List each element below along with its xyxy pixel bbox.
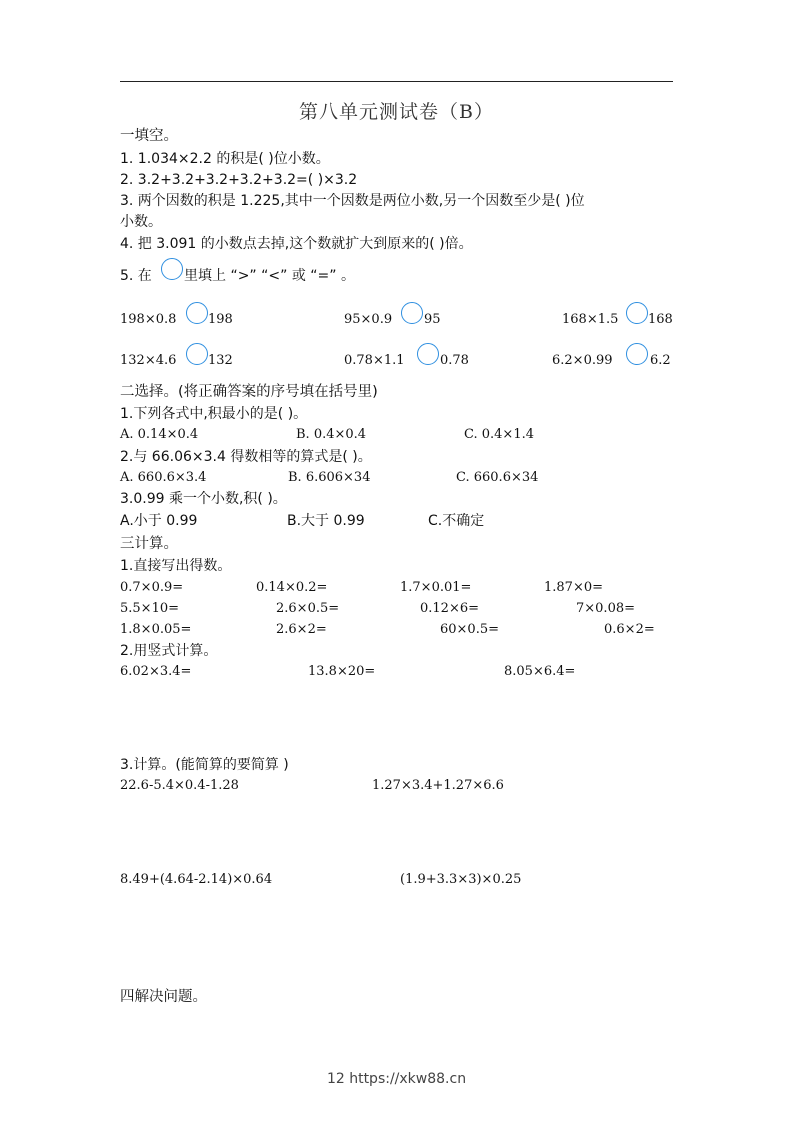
- direct-calc-item: 7×0.08=: [576, 601, 636, 616]
- compare-answer-circle[interactable]: [626, 343, 648, 365]
- simplify-calc-item: 8.49+(4.64-2.14)×0.64: [120, 872, 273, 887]
- fill-q5-suffix: 里填上 “>” “<” 或 “=” 。: [184, 268, 355, 284]
- compare-left: 95×0.9: [344, 312, 393, 327]
- vertical-calc-item: 8.05×6.4=: [504, 664, 576, 679]
- direct-calc-item: 1.8×0.05=: [120, 622, 192, 637]
- page-footer: 12 https://xkw88.cn: [326, 1071, 467, 1087]
- direct-calc-item: 5.5×10=: [120, 601, 180, 616]
- direct-calc-item: 0.6×2=: [604, 622, 655, 637]
- fill-q3-line2: 小数。: [120, 214, 162, 230]
- compare-right: 6.2: [650, 353, 671, 368]
- section3-heading: 三计算。: [120, 536, 178, 552]
- compare-right: 95: [424, 312, 441, 327]
- direct-calc-item: 1.7×0.01=: [400, 580, 472, 595]
- direct-calc-item: 1.87×0=: [544, 580, 604, 595]
- vertical-calc-item: 13.8×20=: [308, 664, 376, 679]
- choice-q1-option-b[interactable]: B. 0.4×0.4: [296, 427, 367, 442]
- fill-q4: 4. 把 3.091 的小数点去掉,这个数就扩大到原来的( )倍。: [120, 236, 473, 252]
- direct-calc-title: 1.直接写出得数。: [120, 558, 232, 574]
- choice-q1-option-c[interactable]: C. 0.4×1.4: [464, 427, 534, 442]
- vertical-calc-title: 2.用竖式计算。: [120, 643, 218, 659]
- section1-heading: 一填空。: [120, 128, 178, 144]
- choice-q1-option-a[interactable]: A. 0.14×0.4: [120, 427, 199, 442]
- compare-left: 6.2×0.99: [552, 353, 613, 368]
- simplify-calc-title: 3.计算。(能简算的要简算 ): [120, 757, 289, 773]
- compare-answer-circle[interactable]: [401, 302, 423, 324]
- choice-q3-option-b[interactable]: B.大于 0.99: [287, 513, 365, 529]
- section4-heading: 四解决问题。: [120, 989, 207, 1005]
- direct-calc-item: 60×0.5=: [440, 622, 500, 637]
- compare-left: 168×1.5: [562, 312, 619, 327]
- compare-answer-circle[interactable]: [186, 302, 208, 324]
- choice-q3: 3.0.99 乘一个小数,积( )。: [120, 491, 287, 507]
- choice-q2-option-c[interactable]: C. 660.6×34: [456, 470, 539, 485]
- compare-answer-circle[interactable]: [417, 343, 439, 365]
- choice-q3-option-a[interactable]: A.小于 0.99: [120, 513, 198, 529]
- fill-q1: 1. 1.034×2.2 的积是( )位小数。: [120, 151, 330, 167]
- direct-calc-item: 2.6×2=: [276, 622, 327, 637]
- fill-q3-line1: 3. 两个因数的积是 1.225,其中一个因数是两位小数,另一个因数至少是( )位: [120, 193, 585, 209]
- compare-right: 0.78: [440, 353, 469, 368]
- direct-calc-item: 0.12×6=: [420, 601, 480, 616]
- simplify-calc-item: (1.9+3.3×3)×0.25: [400, 872, 522, 887]
- compare-right: 198: [208, 312, 233, 327]
- compare-left: 198×0.8: [120, 312, 177, 327]
- compare-left: 0.78×1.1: [344, 353, 405, 368]
- compare-answer-circle[interactable]: [626, 302, 648, 324]
- simplify-calc-item: 22.6-5.4×0.4-1.28: [120, 778, 239, 793]
- compare-right: 132: [208, 353, 233, 368]
- choice-q2: 2.与 66.06×3.4 得数相等的算式是( )。: [120, 449, 372, 465]
- fill-q2: 2. 3.2+3.2+3.2+3.2+3.2=( )×3.2: [120, 172, 358, 188]
- page-title: 第八单元测试卷（B）: [299, 101, 494, 123]
- compare-answer-circle[interactable]: [186, 343, 208, 365]
- simplify-calc-item: 1.27×3.4+1.27×6.6: [372, 778, 504, 793]
- section2-heading: 二选择。(将正确答案的序号填在括号里): [120, 384, 378, 400]
- fill-q5-prefix: 5. 在: [120, 268, 152, 284]
- choice-q2-option-b[interactable]: B. 6.606×34: [288, 470, 371, 485]
- direct-calc-item: 0.7×0.9=: [120, 580, 184, 595]
- vertical-calc-item: 6.02×3.4=: [120, 664, 192, 679]
- choice-q1: 1.下列各式中,积最小的是( )。: [120, 406, 308, 422]
- answer-circle-example: [161, 258, 183, 280]
- direct-calc-item: 2.6×0.5=: [276, 601, 340, 616]
- direct-calc-item: 0.14×0.2=: [256, 580, 328, 595]
- header-rule: [120, 81, 673, 82]
- compare-left: 132×4.6: [120, 353, 177, 368]
- choice-q3-option-c[interactable]: C.不确定: [428, 513, 485, 529]
- choice-q2-option-a[interactable]: A. 660.6×3.4: [120, 470, 207, 485]
- compare-right: 168: [648, 312, 673, 327]
